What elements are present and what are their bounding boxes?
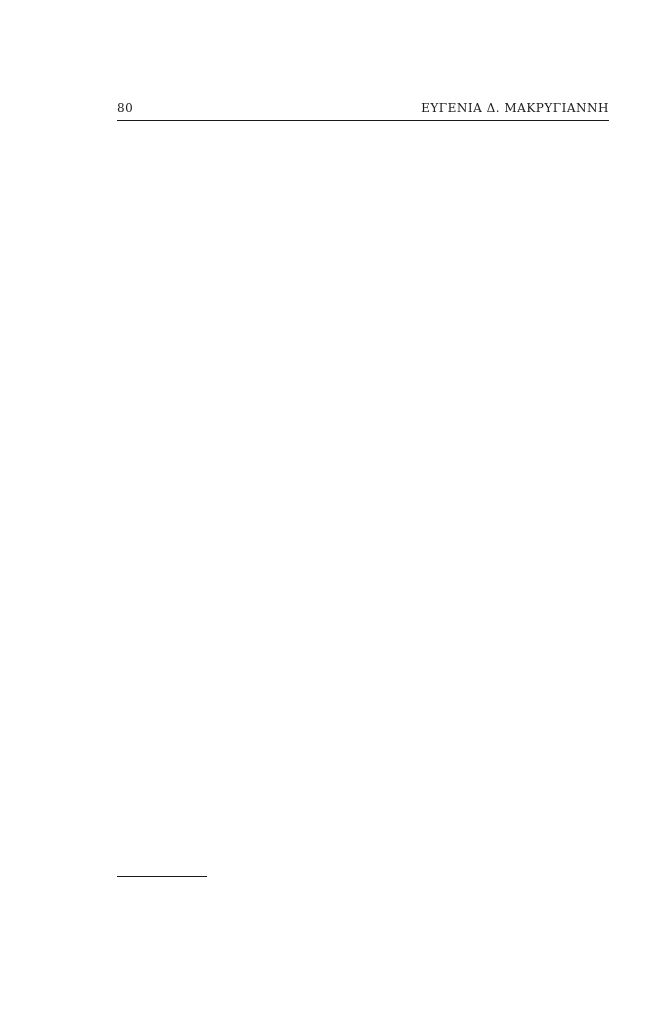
body-text — [117, 132, 609, 852]
running-title: ΕΥΓΕΝΙΑ Δ. ΜΑΚΡΥΓΙΑΝΝΗ — [421, 101, 609, 115]
page-number: 80 — [117, 101, 134, 115]
running-header — [117, 101, 609, 115]
header-rule — [117, 120, 609, 121]
footnote-rule — [117, 876, 207, 877]
